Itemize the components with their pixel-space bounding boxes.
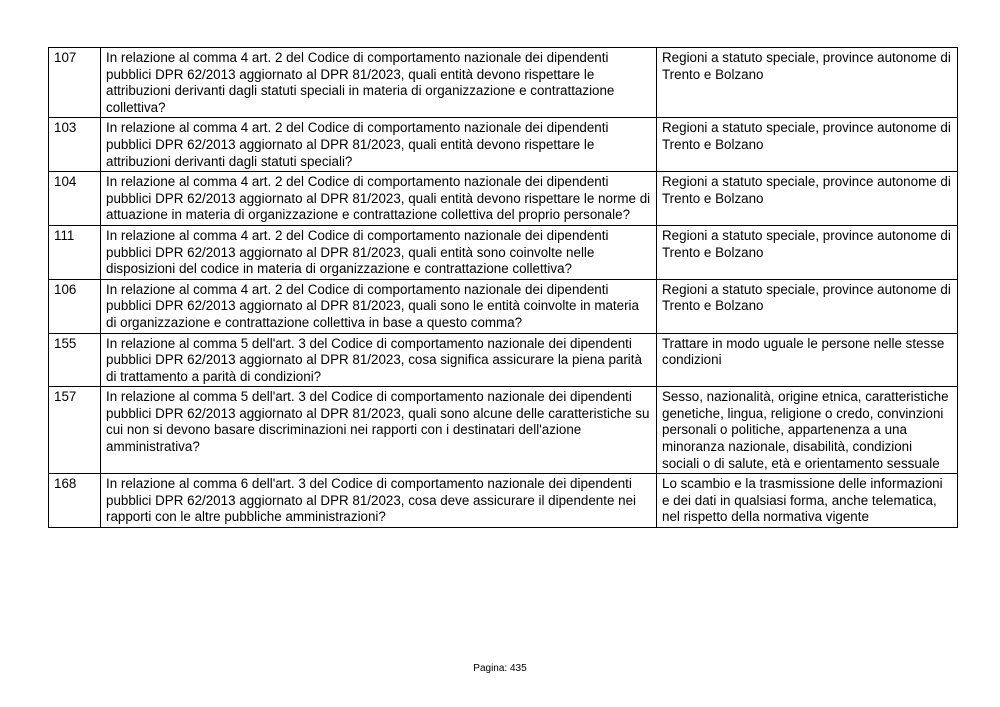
table-row [49, 48, 958, 118]
answer-text: Sesso, nazionalità, origine etnica, caratteristiche genetiche, lingua, religione o credo, convinzioni personali o politiche, appartenenza a una minoranza nazionale, disabilità, condizioni sociali o di salute, età e orientamento sessuale [657, 387, 958, 474]
page-number: Pagina: 435 [473, 663, 527, 674]
question-number: 155 [49, 333, 101, 387]
question-text: In relazione al comma 4 art. 2 del Codice di comportamento nazionale dei dipendenti pubblici DPR 62/2013 aggiornato al DPR 81/2023, quali sono le entità coinvolte in materia di organizzazione e contrattazione collettiva in base a questo comma? [101, 279, 657, 333]
table-row [49, 474, 958, 528]
table-row [49, 279, 958, 333]
question-number: 106 [49, 279, 101, 333]
table-row [49, 333, 958, 387]
question-number: 104 [49, 172, 101, 226]
question-number: 103 [49, 118, 101, 172]
answer-text: Trattare in modo uguale le persone nelle stesse condizioni [657, 333, 958, 387]
answer-text: Lo scambio e la trasmissione delle informazioni e dei dati in qualsiasi forma, anche telematica, nel rispetto della normativa vigente [657, 474, 958, 528]
question-number: 157 [49, 387, 101, 474]
question-number: 107 [49, 48, 101, 118]
questions-table [48, 47, 958, 528]
question-text: In relazione al comma 6 dell'art. 3 del Codice di comportamento nazionale dei dipendenti pubblici DPR 62/2013 aggiornato al DPR 81/2023, cosa deve assicurare il dipendente nei rapporti con le altre pubbliche amministrazioni? [101, 474, 657, 528]
question-text: In relazione al comma 4 art. 2 del Codice di comportamento nazionale dei dipendenti pubblici DPR 62/2013 aggiornato al DPR 81/2023, quali entità devono rispettare le attribuzioni derivanti dagli statuti speciali in materia di organizzazione e contrattazione collettiva? [101, 48, 657, 118]
question-text: In relazione al comma 4 art. 2 del Codice di comportamento nazionale dei dipendenti pubblici DPR 62/2013 aggiornato al DPR 81/2023, quali entità sono coinvolte nelle disposizioni del codice in materia di organizzazione e contrattazione collettiva? [101, 225, 657, 279]
table-row [49, 172, 958, 226]
answer-text: Regioni a statuto speciale, province autonome di Trento e Bolzano [657, 279, 958, 333]
answer-text: Regioni a statuto speciale, province autonome di Trento e Bolzano [657, 48, 958, 118]
question-text: In relazione al comma 4 art. 2 del Codice di comportamento nazionale dei dipendenti pubblici DPR 62/2013 aggiornato al DPR 81/2023, quali entità devono rispettare le norme di attuazione in materia di organizzazione e contrattazione collettiva del proprio personale? [101, 172, 657, 226]
table-row [49, 387, 958, 474]
answer-text: Regioni a statuto speciale, province autonome di Trento e Bolzano [657, 225, 958, 279]
question-number: 111 [49, 225, 101, 279]
question-text: In relazione al comma 5 dell'art. 3 del Codice di comportamento nazionale dei dipendenti pubblici DPR 62/2013 aggiornato al DPR 81/2023, quali sono alcune delle caratteristiche su cui non si devono basare discriminazioni nei rapporti con i destinatari dell'azione amministrativa? [101, 387, 657, 474]
question-number: 168 [49, 474, 101, 528]
table-row [49, 118, 958, 172]
answer-text: Regioni a statuto speciale, province autonome di Trento e Bolzano [657, 118, 958, 172]
table-row [49, 225, 958, 279]
answer-text: Regioni a statuto speciale, province autonome di Trento e Bolzano [657, 172, 958, 226]
question-text: In relazione al comma 4 art. 2 del Codice di comportamento nazionale dei dipendenti pubblici DPR 62/2013 aggiornato al DPR 81/2023, quali entità devono rispettare le attribuzioni derivanti dagli statuti speciali? [101, 118, 657, 172]
question-text: In relazione al comma 5 dell'art. 3 del Codice di comportamento nazionale dei dipendenti pubblici DPR 62/2013 aggiornato al DPR 81/2023, cosa significa assicurare la piena parità di trattamento a parità di condizioni? [101, 333, 657, 387]
